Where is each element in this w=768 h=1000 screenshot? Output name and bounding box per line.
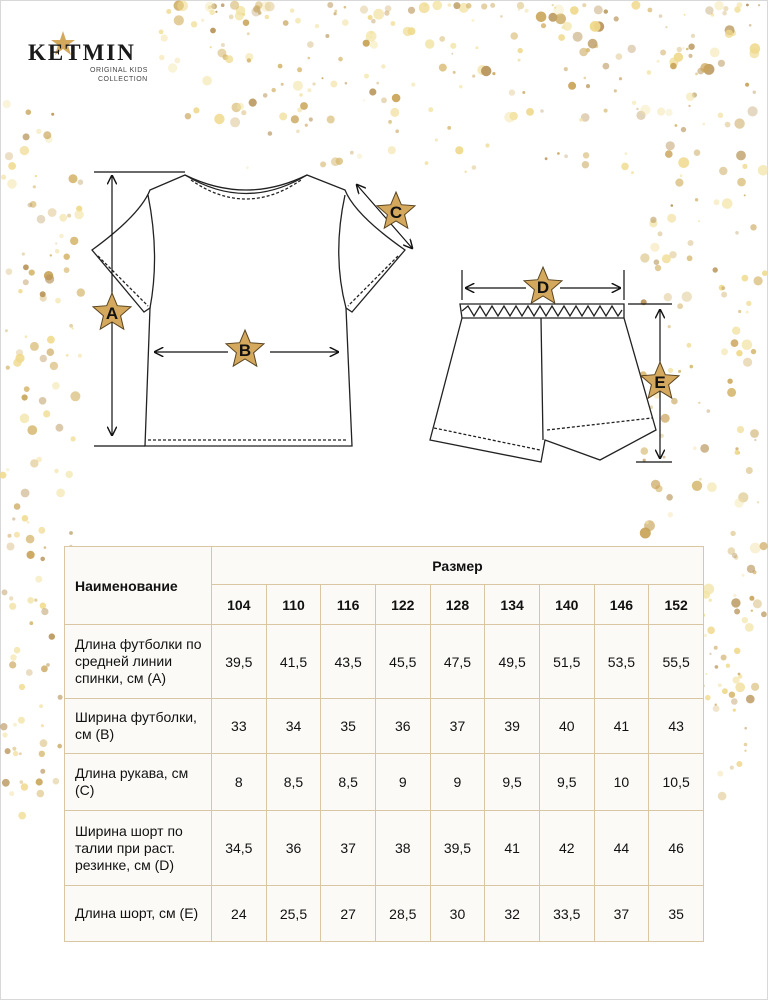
- value-cell: 51,5: [539, 625, 594, 699]
- value-cell: 25,5: [266, 886, 321, 942]
- value-cell: 33,5: [539, 886, 594, 942]
- measure-label: A: [105, 304, 119, 323]
- value-cell: 28,5: [375, 886, 430, 942]
- value-cell: 8: [212, 754, 267, 811]
- size-header-cell: 140: [539, 585, 594, 625]
- row-name-cell: Длина шорт, см (E): [65, 886, 212, 942]
- brand-name: KETMIN: [28, 40, 136, 65]
- measure-label: D: [536, 278, 550, 297]
- value-cell: 37: [430, 699, 485, 754]
- value-cell: 8,5: [321, 754, 376, 811]
- size-header-cell: 134: [485, 585, 540, 625]
- value-cell: 45,5: [375, 625, 430, 699]
- value-cell: 10: [594, 754, 649, 811]
- size-header-cell: 146: [594, 585, 649, 625]
- value-cell: 43: [649, 699, 704, 754]
- value-cell: 46: [649, 811, 704, 886]
- value-cell: 39: [485, 699, 540, 754]
- measure-label: E: [654, 373, 666, 392]
- size-column-header: Размер: [212, 547, 704, 585]
- row-name-cell: Ширина шорт по талии при раст. резинке, см (D): [65, 811, 212, 886]
- value-cell: 9: [430, 754, 485, 811]
- value-cell: 9: [375, 754, 430, 811]
- value-cell: 8,5: [266, 754, 321, 811]
- value-cell: 42: [539, 811, 594, 886]
- value-cell: 36: [266, 811, 321, 886]
- size-header-cell: 116: [321, 585, 376, 625]
- value-cell: 41: [485, 811, 540, 886]
- value-cell: 44: [594, 811, 649, 886]
- row-name-cell: Ширина футболки, см (B): [65, 699, 212, 754]
- shorts-drawing: [430, 304, 656, 462]
- table-header-row: [65, 547, 704, 585]
- size-header-cell: 110: [266, 585, 321, 625]
- brand-tagline-2: COLLECTION: [98, 76, 148, 83]
- measure-label: B: [238, 341, 252, 360]
- value-cell: 36: [375, 699, 430, 754]
- value-cell: 38: [375, 811, 430, 886]
- value-cell: 34,5: [212, 811, 267, 886]
- value-cell: 43,5: [321, 625, 376, 699]
- measure-label: C: [389, 203, 403, 222]
- row-name-cell: Длина рукава, см (С): [65, 754, 212, 811]
- value-cell: 35: [321, 699, 376, 754]
- value-cell: 39,5: [212, 625, 267, 699]
- value-cell: 9,5: [485, 754, 540, 811]
- measure-star-c: [377, 192, 415, 228]
- size-header-cell: 122: [375, 585, 430, 625]
- value-cell: 47,5: [430, 625, 485, 699]
- value-cell: 37: [321, 811, 376, 886]
- tshirt-drawing: [92, 175, 405, 446]
- value-cell: 33: [212, 699, 267, 754]
- value-cell: 9,5: [539, 754, 594, 811]
- value-cell: 37: [594, 886, 649, 942]
- value-cell: 39,5: [430, 811, 485, 886]
- table-row: [65, 625, 704, 699]
- value-cell: 49,5: [485, 625, 540, 699]
- table-row: [65, 754, 704, 811]
- measure-star-d: [524, 267, 562, 303]
- value-cell: 32: [485, 886, 540, 942]
- value-cell: 24: [212, 886, 267, 942]
- table-row: [65, 811, 704, 886]
- size-header-cell: 152: [649, 585, 704, 625]
- value-cell: 40: [539, 699, 594, 754]
- value-cell: 53,5: [594, 625, 649, 699]
- row-name-cell: Длина футболки по средней линии спинки, см (A): [65, 625, 212, 699]
- table-row: [65, 699, 704, 754]
- value-cell: 34: [266, 699, 321, 754]
- garment-diagram: [0, 150, 768, 480]
- brand-tagline-1: ORIGINAL KIDS: [90, 67, 148, 74]
- name-column-header: Наименование: [65, 547, 212, 625]
- value-cell: 10,5: [649, 754, 704, 811]
- value-cell: 55,5: [649, 625, 704, 699]
- value-cell: 41: [594, 699, 649, 754]
- table-row: [65, 886, 704, 942]
- value-cell: 30: [430, 886, 485, 942]
- value-cell: 41,5: [266, 625, 321, 699]
- value-cell: 27: [321, 886, 376, 942]
- size-header-cell: 128: [430, 585, 485, 625]
- size-header-cell: 104: [212, 585, 267, 625]
- size-chart-table: [64, 546, 704, 942]
- brand-logo: [28, 30, 168, 90]
- value-cell: 35: [649, 886, 704, 942]
